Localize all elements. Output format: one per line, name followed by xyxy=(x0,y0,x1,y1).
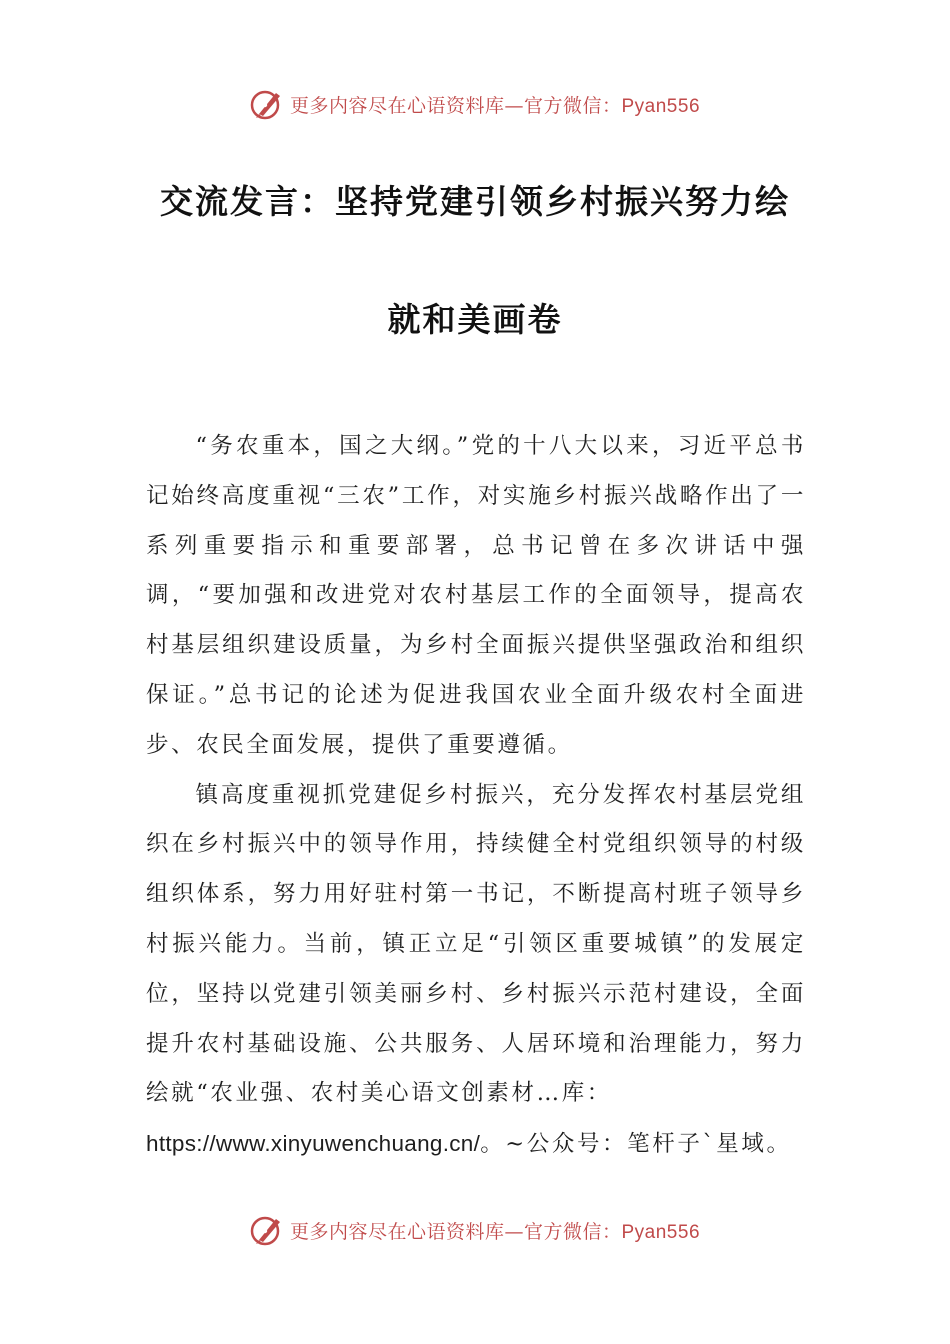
header-wechat-account: Pyan556 xyxy=(621,95,701,117)
document-title-line-2: 就和美画卷 xyxy=(387,300,563,339)
pen-nib-logo-icon xyxy=(250,87,284,121)
source-url-line xyxy=(146,1119,806,1170)
footer-banner-text: 更多内容尽在心语资料库—官方微信：Pyan556 xyxy=(289,1220,701,1243)
source-url-suffix: 。~公众号：笔杆子`星域。 xyxy=(480,1131,792,1158)
source-url: https://www.xinyuwenchuang.cn/ xyxy=(146,1131,481,1157)
footer-banner xyxy=(0,1208,950,1252)
header-banner xyxy=(0,82,950,126)
footer-wechat-account: Pyan556 xyxy=(621,1221,701,1243)
document-title-line-1: 交流发言：坚持党建引领乡村振兴努力绘 xyxy=(160,182,790,221)
document-body xyxy=(146,422,806,1170)
pen-nib-logo-icon xyxy=(250,1213,284,1247)
paragraph-2: 镇高度重视抓党建促乡村振兴，充分发挥农村基层党组织在乡村振兴中的领导作用，持续健全村党组织领导的村级组织体系，努力用好驻村第一书记，不断提高村班子领导乡村振兴能力。当前，镇正立足“引领区重要城镇”的发展定位，坚持以党建引领美丽乡村、乡村振兴示范村建设，全面提升农村基础设施、公共服务、人居环境和治理能力，努力绘就“农业强、农村美心语文创素材…库： xyxy=(146,781,806,1107)
paragraph-1: “务农重本，国之大纲。”党的十八大以来，习近平总书记始终高度重视“三农”工作，对实施乡村振兴战略作出了一系列重要指示和重要部署，总书记曾在多次讲话中强调，“要加强和改进党对农村基层工作的全面领导，提高农村基层组织建设质量，为乡村全面振兴提供坚强政治和组织保证。”总书记的论述为促进我国农业全面升级农村全面进步、农民全面发展，提供了重要遵循。 xyxy=(146,433,806,758)
header-banner-text: 更多内容尽在心语资料库—官方微信：Pyan556 xyxy=(289,94,701,117)
